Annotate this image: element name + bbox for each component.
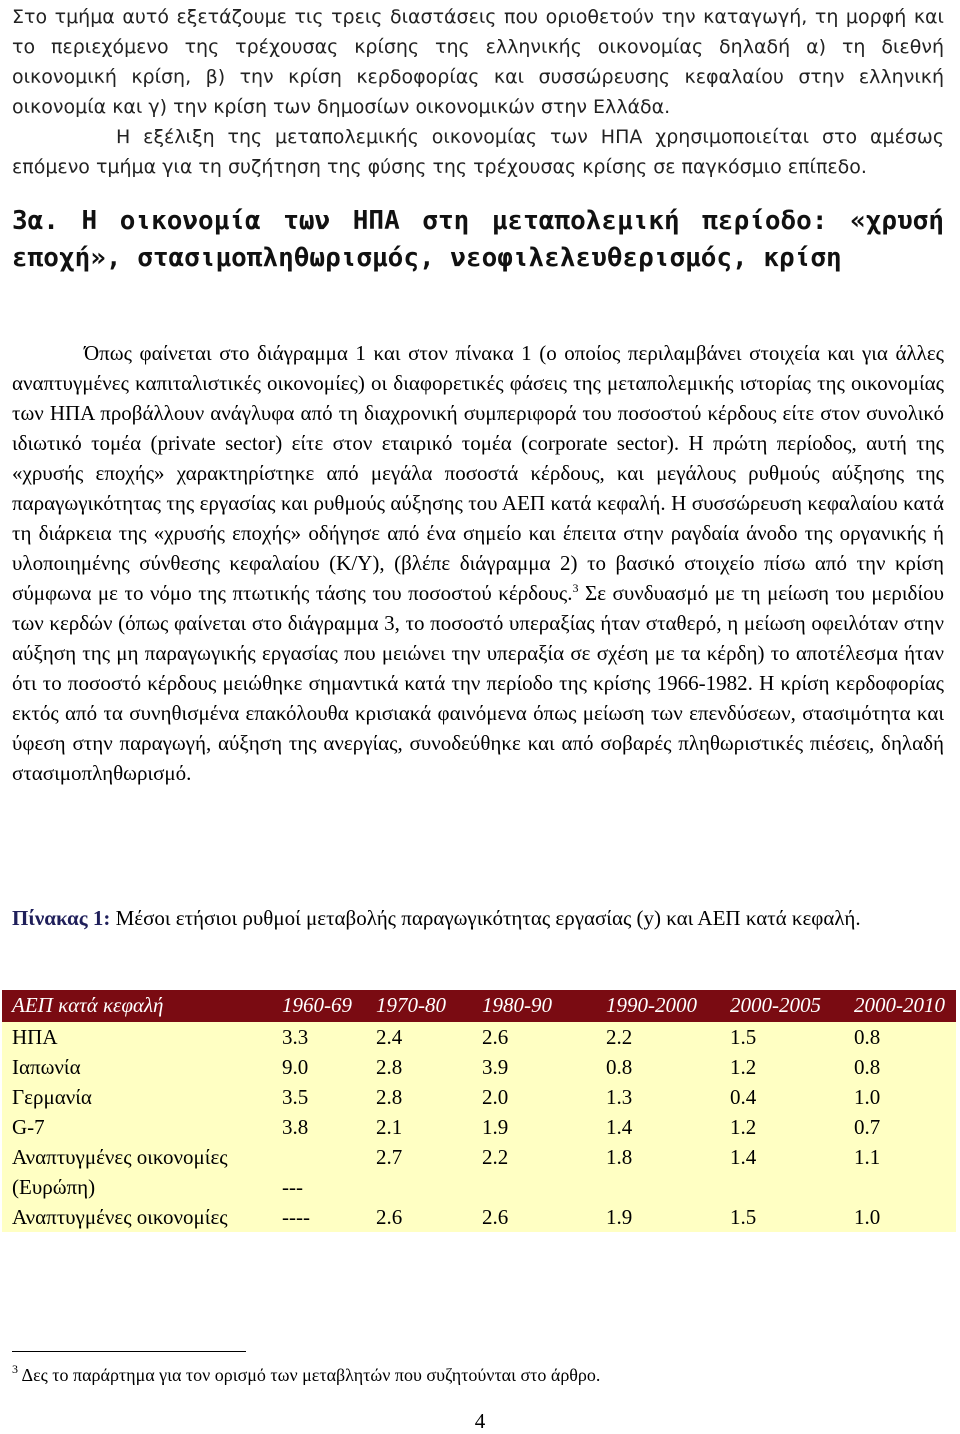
intro-paragraph-2: Η εξέλιξη της μεταπολεμικής οικονομίας των ΗΠΑ χρησιμοποιείται στο αμέσως επόμενο τμήμα για τη συζήτηση της φύσης της τρέχουσας κρίσης σε παγκόσμιο επίπεδο. [12, 126, 944, 178]
table-cell: 2.6 [472, 1202, 596, 1232]
table-cell: 0.8 [844, 1022, 956, 1052]
table-cell: 1.5 [720, 1202, 844, 1232]
table-cell: 1.3 [596, 1082, 720, 1112]
row-label: Ιαπωνία [2, 1052, 272, 1082]
table-caption [12, 903, 944, 933]
table-cell: 1.9 [596, 1202, 720, 1232]
table-cell: 1.4 [596, 1112, 720, 1142]
table-cell: 2.8 [366, 1082, 472, 1112]
productivity-table [2, 990, 956, 1232]
row-label: Αναπτυγμένες οικονομίες [2, 1202, 272, 1232]
section-heading: 3α. Η οικονομία των ΗΠΑ στη μεταπολεμική περίοδο: «χρυσή εποχή», στασιμοπληθωρισμός, νεοφιλελευθερισμός, κρίση [12, 206, 944, 273]
table-cell: 2.2 [596, 1022, 720, 1052]
table-row [2, 1022, 956, 1052]
footnote-number: 3 [12, 1362, 18, 1376]
table-cell: 2.2 [472, 1142, 596, 1202]
body-text-part-2: Σε συνδυασμό με τη μείωση του μεριδίου των κερδών (όπως φαίνεται στο διάγραμμα 3, το ποσοστό υπεραξίας ήταν σταθερό, η μείωση οφειλόταν στην αύξηση της μη παραγωγικής εργασίας που μειώνει την υπεραξία σε σχέση με τα κέρδη) το αποτέλεσμα ήταν ότι το ποσοστό κέρδους μειώθηκε σημαντικά κατά την περίοδο της κρίσης 1966-1982. Η κρίση κερδοφορίας εκτός από τα συνηθισμένα επακόλουθα κρισιακά φαινόμενα όπως μείωση των επενδύσεων, στασιμότητα και ύφεση στην παραγωγή, αύξηση της ανεργίας, συνοδεύθηκε και από σοβαρές πληθωριστικές πιέσεις, δηλαδή στασιμοπληθωρισμό. [12, 581, 944, 785]
footnote [12, 1362, 944, 1388]
table-cell: --- [272, 1142, 366, 1202]
table-cell: 2.0 [472, 1082, 596, 1112]
header-cell: 2000-2010 [844, 990, 956, 1022]
table-cell: 2.4 [366, 1022, 472, 1052]
table-cell: 2.8 [366, 1052, 472, 1082]
table-cell: ---- [272, 1202, 366, 1232]
row-label: ΗΠΑ [2, 1022, 272, 1052]
table-header-row [2, 990, 956, 1022]
table-cell: 1.8 [596, 1142, 720, 1202]
header-cell: ΑΕΠ κατά κεφαλή [2, 990, 272, 1022]
table-cell: 9.0 [272, 1052, 366, 1082]
body-text-part-1: Όπως φαίνεται στο διάγραμμα 1 και στον πίνακα 1 (ο οποίος περιλαμβάνει στοιχεία και για άλλες αναπτυγμένες καπιταλιστικές οικονομίες) οι διαφορετικές φάσεις της μεταπολεμικής ιστορίας της οικονομίας των ΗΠΑ προβάλλουν ανάγλυφα από τη διαχρονική συμπεριφορά του ποσοστού κέρδους είτε στον συνολικό ιδιωτικό τομέα (private sector) είτε στον εταιρικό τομέα (corporate sector). Η πρώτη περίοδος, αυτή της «χρυσής εποχής» χαρακτηρίστηκε από μεγάλα ποσοστά κέρδους, και μεγάλους ρυθμούς αύξησης της παραγωγικότητας της εργασίας και ρυθμούς αύξησης του ΑΕΠ κατά κεφαλή. Η συσσώρευση κεφαλαίου κατά τη διάρκεια της «χρυσής εποχής» οδήγησε από ένα σημείο και έπειτα στην ραγδαία άνοδο της οργανικής ή υλοποιημένης σύνθεσης κεφαλαίου (K/Y), (βλέπε διάγραμμα 2) το βασικό στοιχείο πίσω από την κρίση σύμφωνα με το νόμο της πτωτικής τάσης του ποσοστού κέρδους. [12, 341, 944, 605]
table-cell: 1.0 [844, 1082, 956, 1112]
header-cell: 1980-90 [472, 990, 596, 1022]
table-row [2, 1112, 956, 1142]
body-paragraph [12, 338, 944, 788]
header-cell: 1970-80 [366, 990, 472, 1022]
table-cell: 2.7 [366, 1142, 472, 1202]
footnote-separator [12, 1351, 246, 1352]
table-cell: 1.9 [472, 1112, 596, 1142]
table-cell: 0.8 [596, 1052, 720, 1082]
table-cell: 1.0 [844, 1202, 956, 1232]
row-label: Γερμανία [2, 1082, 272, 1112]
footnote-text: Δες το παράρτημα για τον ορισμό των μεταβλητών που συζητούνται στο άρθρο. [21, 1365, 601, 1385]
table-cell: 1.5 [720, 1022, 844, 1052]
header-cell: 1990-2000 [596, 990, 720, 1022]
header-cell: 1960-69 [272, 990, 366, 1022]
page-number: 4 [474, 1409, 486, 1433]
table-cell: 1.4 [720, 1142, 844, 1202]
table-cell: 3.9 [472, 1052, 596, 1082]
table-cell: 0.7 [844, 1112, 956, 1142]
table-cell: 3.3 [272, 1022, 366, 1052]
table-cell: 0.8 [844, 1052, 956, 1082]
row-label: Αναπτυγμένες οικονομίες (Ευρώπη) [2, 1142, 272, 1202]
intro-paragraph-1: Στο τμήμα αυτό εξετάζουμε τις τρεις διαστάσεις που οριοθετούν την καταγωγή, τη μορφή και το περιεχόμενο της τρέχουσας κρίσης της ελληνικής οικονομίας δηλαδή α) τη διεθνή οικονομική κρίση, β) την κρίση κερδοφορίας και συσσώρευσης κεφαλαίου στην ελληνική οικονομία και γ) την κρίση των δημοσίων οικονομικών στην Ελλάδα. [12, 6, 944, 118]
table-cell: 3.8 [272, 1112, 366, 1142]
intro-paragraphs [12, 2, 944, 182]
table-cell: 3.5 [272, 1082, 366, 1112]
table-cell: 0.4 [720, 1082, 844, 1112]
table-cell: 1.1 [844, 1142, 956, 1202]
table-row [2, 1202, 956, 1232]
table-cell: 1.2 [720, 1052, 844, 1082]
table-cell: 2.1 [366, 1112, 472, 1142]
table-cell: 1.2 [720, 1112, 844, 1142]
table-caption-text: Μέσοι ετήσιοι ρυθμοί μεταβολής παραγωγικότητας εργασίας (y) και ΑΕΠ κατά κεφαλή. [110, 906, 861, 930]
footnote-reference[interactable]: 3 [572, 581, 579, 595]
table-row [2, 1082, 956, 1112]
table-cell: 2.6 [472, 1022, 596, 1052]
row-label: G-7 [2, 1112, 272, 1142]
table-caption-label: Πίνακας 1: [12, 906, 111, 930]
header-cell: 2000-2005 [720, 990, 844, 1022]
table-row [2, 1052, 956, 1082]
table-cell: 2.6 [366, 1202, 472, 1232]
table-row [2, 1142, 956, 1202]
